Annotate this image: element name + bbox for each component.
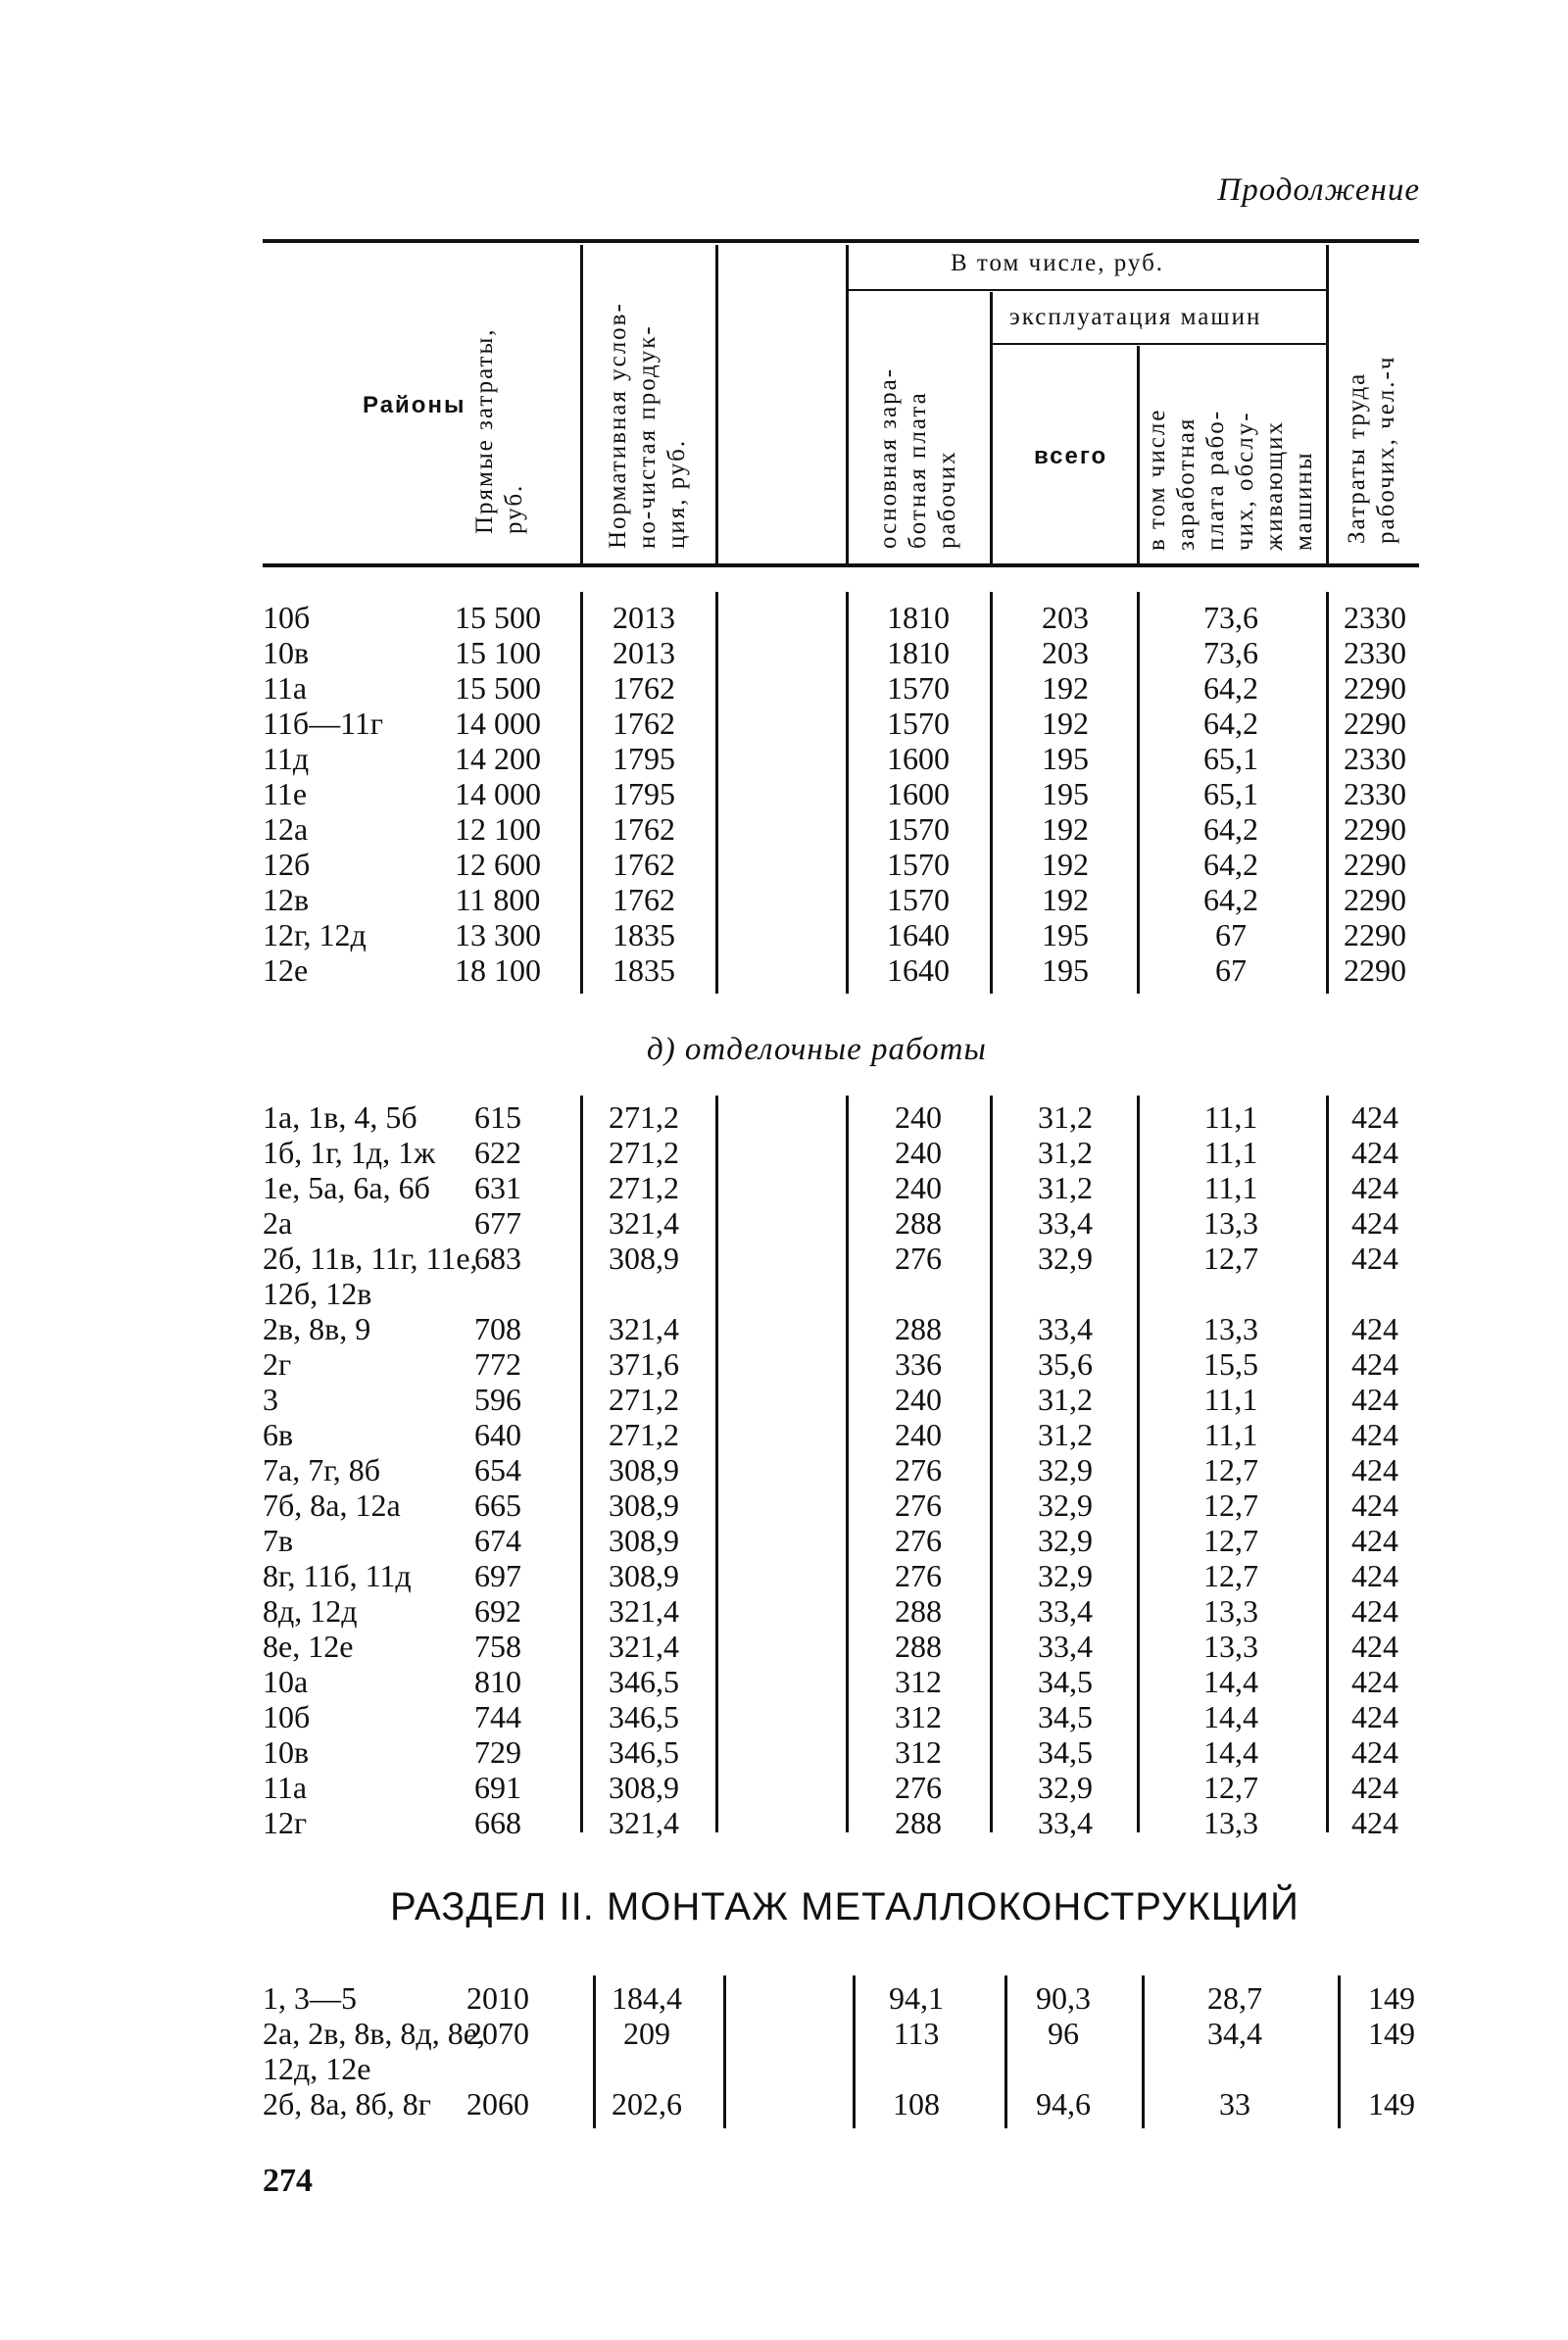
machine-total-cell: 34,5 <box>1038 1699 1093 1734</box>
district-cell: 11а <box>263 670 308 706</box>
machine-wage-cell: 11,1 <box>1203 1417 1258 1452</box>
machine-total-cell: 32,9 <box>1038 1523 1093 1558</box>
machine-total-cell: 192 <box>1042 706 1089 741</box>
incl-group-header: В том числе, руб. <box>951 250 1165 276</box>
machine-wage-cell: 13,3 <box>1203 1629 1258 1664</box>
base-wage-cell: 288 <box>895 1805 942 1840</box>
labor-cell: 2290 <box>1344 811 1406 847</box>
machine-total-cell: 195 <box>1042 952 1089 988</box>
normative-cell: 308,9 <box>609 1452 679 1487</box>
base-wage-cell: 1810 <box>887 635 950 670</box>
normative-cell: 346,5 <box>609 1734 679 1770</box>
table-row <box>0 1664 1568 1699</box>
labor-cell: 424 <box>1351 1170 1398 1205</box>
normative-cell: 202,6 <box>612 2086 682 2121</box>
direct-costs-cell: 12 600 <box>455 847 541 882</box>
labor-cell: 2290 <box>1344 706 1406 741</box>
table-row <box>0 1980 1568 2016</box>
labor-cell: 424 <box>1351 1417 1398 1452</box>
labor-cell: 2290 <box>1344 882 1406 917</box>
base-wage-cell: 312 <box>895 1664 942 1699</box>
machine-wage-cell: 12,7 <box>1203 1770 1258 1805</box>
district-cell: 1б, 1г, 1д, 1ж <box>263 1135 436 1170</box>
normative-cell: 2013 <box>612 635 675 670</box>
machine-wage-cell: 33 <box>1219 2086 1250 2121</box>
machine-total-cell: 31,2 <box>1038 1382 1093 1417</box>
base-wage-cell: 108 <box>893 2086 940 2121</box>
labor-cell: 2290 <box>1344 952 1406 988</box>
machine-total-cell: 34,5 <box>1038 1664 1093 1699</box>
normative-header: Нормативная услов- но-чистая продук- ция, руб. <box>605 302 690 549</box>
normative-cell: 1762 <box>612 706 675 741</box>
direct-costs-cell: 2010 <box>466 1980 529 2016</box>
labor-cell: 424 <box>1351 1593 1398 1629</box>
district-cell: 12б, 12в <box>263 1276 372 1311</box>
machine-total-cell: 192 <box>1042 882 1089 917</box>
direct-costs-cell: 2070 <box>466 2016 529 2051</box>
district-cell: 6в <box>263 1417 294 1452</box>
machine-total-cell: 32,9 <box>1038 1770 1093 1805</box>
table-row <box>0 1558 1568 1593</box>
header-divider <box>580 245 583 563</box>
direct-costs-cell: 14 200 <box>455 741 541 776</box>
direct-costs-cell: 654 <box>474 1452 521 1487</box>
direct-costs-cell: 12 100 <box>455 811 541 847</box>
header-divider <box>1137 346 1140 563</box>
normative-cell: 308,9 <box>609 1241 679 1276</box>
direct-costs-cell: 615 <box>474 1099 521 1135</box>
district-cell: 2б, 11в, 11г, 11е, <box>263 1241 478 1276</box>
labor-cell: 424 <box>1351 1770 1398 1805</box>
district-cell: 2г <box>263 1346 292 1382</box>
table-row <box>0 952 1568 988</box>
base-wage-cell: 240 <box>895 1170 942 1205</box>
header-divider <box>715 245 718 563</box>
header-top-rule <box>263 239 1419 243</box>
header-divider <box>990 292 993 563</box>
district-cell: 11а <box>263 1770 308 1805</box>
normative-cell: 308,9 <box>609 1770 679 1805</box>
machine-total-cell: 32,9 <box>1038 1558 1093 1593</box>
base-wage-cell: 276 <box>895 1452 942 1487</box>
table-row <box>0 1629 1568 1664</box>
base-wage-cell: 288 <box>895 1311 942 1346</box>
header-bottom-rule <box>263 563 1419 567</box>
direct-costs-cell: 708 <box>474 1311 521 1346</box>
normative-cell: 1762 <box>612 882 675 917</box>
subsection-title: д) отделочные работы <box>647 1032 987 1067</box>
direct-costs-cell: 729 <box>474 1734 521 1770</box>
direct-costs-cell: 14 000 <box>455 776 541 811</box>
direct-costs-cell: 691 <box>474 1770 521 1805</box>
district-cell: 2б, 8а, 8б, 8г <box>263 2086 431 2121</box>
base-wage-cell: 288 <box>895 1629 942 1664</box>
base-wage-cell: 276 <box>895 1558 942 1593</box>
base-wage-cell: 276 <box>895 1487 942 1523</box>
labor-cell: 2330 <box>1344 600 1406 635</box>
labor-cell: 424 <box>1351 1135 1398 1170</box>
machine-total-cell: 33,4 <box>1038 1805 1093 1840</box>
table-row <box>0 1452 1568 1487</box>
machine-wage-cell: 65,1 <box>1203 741 1258 776</box>
base-wage-cell: 1570 <box>887 847 950 882</box>
direct-costs-cell: 15 500 <box>455 670 541 706</box>
direct-costs-cell: 674 <box>474 1523 521 1558</box>
district-cell: 10б <box>263 1699 311 1734</box>
machine-wage-cell: 12,7 <box>1203 1452 1258 1487</box>
labor-cell: 424 <box>1351 1346 1398 1382</box>
direct-costs-cell: 744 <box>474 1699 521 1734</box>
normative-cell: 308,9 <box>609 1487 679 1523</box>
machine-wage-cell: 73,6 <box>1203 635 1258 670</box>
machine-wage-cell: 65,1 <box>1203 776 1258 811</box>
table-row <box>0 776 1568 811</box>
normative-cell: 321,4 <box>609 1311 679 1346</box>
normative-cell: 346,5 <box>609 1699 679 1734</box>
districts-header: Районы <box>363 392 466 418</box>
table-row <box>0 811 1568 847</box>
base-wage-cell: 240 <box>895 1382 942 1417</box>
direct-costs-cell: 596 <box>474 1382 521 1417</box>
machine-wage-cell: 34,4 <box>1207 2016 1262 2051</box>
machine-total-cell: 203 <box>1042 600 1089 635</box>
machine-wage-cell: 64,2 <box>1203 882 1258 917</box>
machine-total-cell: 195 <box>1042 741 1089 776</box>
table-row <box>0 1241 1568 1276</box>
machine-wage-cell: 15,5 <box>1203 1346 1258 1382</box>
machine-wage-cell: 64,2 <box>1203 670 1258 706</box>
district-cell: 8г, 11б, 11д <box>263 1558 412 1593</box>
district-cell: 10в <box>263 1734 310 1770</box>
header-divider <box>846 245 849 563</box>
district-cell: 3 <box>263 1382 278 1417</box>
normative-cell: 209 <box>623 2016 670 2051</box>
base-wage-cell: 1600 <box>887 741 950 776</box>
machine-wage-cell: 12,7 <box>1203 1241 1258 1276</box>
machine-wage-cell: 11,1 <box>1203 1170 1258 1205</box>
labor-cell: 2330 <box>1344 776 1406 811</box>
machine-group-rule <box>992 343 1328 345</box>
district-cell: 12г <box>263 1805 308 1840</box>
labor-cell: 424 <box>1351 1487 1398 1523</box>
normative-cell: 321,4 <box>609 1593 679 1629</box>
district-cell: 10в <box>263 635 310 670</box>
machine-total-cell: 203 <box>1042 635 1089 670</box>
incl-group-rule <box>848 289 1328 291</box>
table-row <box>0 2051 1568 2086</box>
base-wage-cell: 1810 <box>887 600 950 635</box>
district-cell: 12а <box>263 811 309 847</box>
district-cell: 12в <box>263 882 310 917</box>
machine-total-cell: 90,3 <box>1036 1980 1091 2016</box>
district-cell: 10б <box>263 600 311 635</box>
table-row <box>0 741 1568 776</box>
machine-total-cell: 192 <box>1042 670 1089 706</box>
labor-cell: 424 <box>1351 1629 1398 1664</box>
district-cell: 2а <box>263 1205 293 1241</box>
machine-wage-cell: 14,4 <box>1203 1734 1258 1770</box>
labor-cell: 424 <box>1351 1452 1398 1487</box>
base-wage-cell: 276 <box>895 1770 942 1805</box>
normative-cell: 371,6 <box>609 1346 679 1382</box>
machine-total-cell: 33,4 <box>1038 1593 1093 1629</box>
machine-total-cell: 33,4 <box>1038 1311 1093 1346</box>
labor-cell: 424 <box>1351 1664 1398 1699</box>
machine-wage-cell: 14,4 <box>1203 1699 1258 1734</box>
table-row <box>0 1523 1568 1558</box>
machine-total-cell: 94,6 <box>1036 2086 1091 2121</box>
direct-costs-cell: 683 <box>474 1241 521 1276</box>
district-cell: 7а, 7г, 8б <box>263 1452 380 1487</box>
table-row <box>0 635 1568 670</box>
direct-costs-cell: 668 <box>474 1805 521 1840</box>
machine-total-cell: 31,2 <box>1038 1170 1093 1205</box>
base-wage-cell: 240 <box>895 1099 942 1135</box>
district-cell: 7в <box>263 1523 294 1558</box>
direct-costs-cell: 692 <box>474 1593 521 1629</box>
machine-total-cell: 31,2 <box>1038 1099 1093 1135</box>
district-cell: 11д <box>263 741 310 776</box>
machine-wage-cell: 67 <box>1215 917 1247 952</box>
table-row <box>0 882 1568 917</box>
header-divider <box>1326 245 1329 563</box>
table-row <box>0 1417 1568 1452</box>
page-number: 274 <box>263 2163 313 2199</box>
labor-cell: 424 <box>1351 1205 1398 1241</box>
base-wage-cell: 288 <box>895 1205 942 1241</box>
labor-cell: 424 <box>1351 1805 1398 1840</box>
table-row <box>0 1805 1568 1840</box>
labor-cell: 424 <box>1351 1311 1398 1346</box>
direct-costs-cell: 13 300 <box>455 917 541 952</box>
district-cell: 12г, 12д <box>263 917 367 952</box>
continuation-label: Продолжение <box>1217 172 1420 208</box>
district-cell: 1, 3—5 <box>263 1980 357 2016</box>
base-wage-cell: 312 <box>895 1699 942 1734</box>
labor-cell: 2330 <box>1344 741 1406 776</box>
normative-cell: 321,4 <box>609 1205 679 1241</box>
table-row <box>0 1593 1568 1629</box>
base-wage-cell: 312 <box>895 1734 942 1770</box>
direct-costs-cell: 622 <box>474 1135 521 1170</box>
direct-costs-cell: 640 <box>474 1417 521 1452</box>
machine-total-cell: 32,9 <box>1038 1487 1093 1523</box>
normative-cell: 1795 <box>612 741 675 776</box>
machine-total-cell: 32,9 <box>1038 1241 1093 1276</box>
direct-costs-cell: 677 <box>474 1205 521 1241</box>
machine-total-cell: 33,4 <box>1038 1629 1093 1664</box>
base-wage-cell: 288 <box>895 1593 942 1629</box>
table-row <box>0 1734 1568 1770</box>
machine-total-cell: 195 <box>1042 917 1089 952</box>
labor-cell: 149 <box>1368 1980 1415 2016</box>
machine-wage-cell: 28,7 <box>1207 1980 1262 2016</box>
table-row <box>0 1382 1568 1417</box>
table-row <box>0 1276 1568 1311</box>
machine-total-cell: 31,2 <box>1038 1417 1093 1452</box>
base-wage-cell: 1570 <box>887 706 950 741</box>
table-row <box>0 1170 1568 1205</box>
table-row <box>0 1770 1568 1805</box>
base-wage-cell: 94,1 <box>889 1980 944 2016</box>
normative-cell: 308,9 <box>609 1523 679 1558</box>
normative-cell: 271,2 <box>609 1099 679 1135</box>
labor-cell: 424 <box>1351 1558 1398 1593</box>
base-wage-cell: 1600 <box>887 776 950 811</box>
district-cell: 11б—11г <box>263 706 384 741</box>
base-wage-cell: 336 <box>895 1346 942 1382</box>
labor-cell: 2290 <box>1344 847 1406 882</box>
base-wage-cell: 1640 <box>887 952 950 988</box>
normative-cell: 1835 <box>612 952 675 988</box>
normative-cell: 321,4 <box>609 1805 679 1840</box>
district-cell: 8е, 12е <box>263 1629 354 1664</box>
labor-cell: 2330 <box>1344 635 1406 670</box>
machine-total-cell: 192 <box>1042 811 1089 847</box>
district-cell: 11е <box>263 776 308 811</box>
labor-cell: 424 <box>1351 1099 1398 1135</box>
normative-cell: 1795 <box>612 776 675 811</box>
district-cell: 1а, 1в, 4, 5б <box>263 1099 417 1135</box>
base-wage-header: основная зара- ботная плата рабочих <box>875 366 960 549</box>
labor-cell: 2290 <box>1344 670 1406 706</box>
labor-cell: 149 <box>1368 2016 1415 2051</box>
table-row <box>0 706 1568 741</box>
machine-total-cell: 96 <box>1048 2016 1079 2051</box>
table-row <box>0 2086 1568 2121</box>
direct-costs-header: Прямые затраты, руб. <box>471 327 527 534</box>
base-wage-cell: 240 <box>895 1135 942 1170</box>
normative-cell: 271,2 <box>609 1135 679 1170</box>
base-wage-cell: 1570 <box>887 811 950 847</box>
labor-cell: 424 <box>1351 1523 1398 1558</box>
machine-total-cell: 31,2 <box>1038 1135 1093 1170</box>
machine-wage-cell: 13,3 <box>1203 1593 1258 1629</box>
machine-wage-cell: 73,6 <box>1203 600 1258 635</box>
labor-cell: 424 <box>1351 1382 1398 1417</box>
direct-costs-cell: 665 <box>474 1487 521 1523</box>
base-wage-cell: 1640 <box>887 917 950 952</box>
labor-cell: 424 <box>1351 1699 1398 1734</box>
table-row <box>0 1487 1568 1523</box>
normative-cell: 271,2 <box>609 1382 679 1417</box>
machine-wage-cell: 64,2 <box>1203 847 1258 882</box>
table-row <box>0 2016 1568 2051</box>
normative-cell: 271,2 <box>609 1417 679 1452</box>
labor-cell: 424 <box>1351 1734 1398 1770</box>
table-row <box>0 1205 1568 1241</box>
normative-cell: 346,5 <box>609 1664 679 1699</box>
district-cell: 12б <box>263 847 311 882</box>
machine-wage-cell: 12,7 <box>1203 1558 1258 1593</box>
machine-wage-cell: 14,4 <box>1203 1664 1258 1699</box>
direct-costs-cell: 2060 <box>466 2086 529 2121</box>
table-row <box>0 1311 1568 1346</box>
machine-wage-cell: 13,3 <box>1203 1805 1258 1840</box>
normative-cell: 308,9 <box>609 1558 679 1593</box>
direct-costs-cell: 758 <box>474 1629 521 1664</box>
direct-costs-cell: 15 100 <box>455 635 541 670</box>
direct-costs-cell: 772 <box>474 1346 521 1382</box>
base-wage-cell: 240 <box>895 1417 942 1452</box>
machine-total-header: всего <box>1034 443 1108 469</box>
section-title: РАЗДЕЛ II. МОНТАЖ МЕТАЛЛОКОНСТРУКЦИЙ <box>390 1885 1299 1928</box>
table-row <box>0 670 1568 706</box>
direct-costs-cell: 810 <box>474 1664 521 1699</box>
table-row <box>0 600 1568 635</box>
machine-total-cell: 33,4 <box>1038 1205 1093 1241</box>
district-cell: 2а, 2в, 8в, 8д, 8е, <box>263 2016 485 2051</box>
machine-wage-cell: 11,1 <box>1203 1099 1258 1135</box>
machine-group-header: эксплуатация машин <box>1009 304 1262 330</box>
direct-costs-cell: 697 <box>474 1558 521 1593</box>
table-row <box>0 1699 1568 1734</box>
normative-cell: 1762 <box>612 847 675 882</box>
direct-costs-cell: 18 100 <box>455 952 541 988</box>
direct-costs-cell: 11 800 <box>455 882 541 917</box>
machine-wage-cell: 64,2 <box>1203 706 1258 741</box>
machine-total-cell: 35,6 <box>1038 1346 1093 1382</box>
base-wage-cell: 1570 <box>887 670 950 706</box>
machine-wage-cell: 11,1 <box>1203 1382 1258 1417</box>
machine-wage-cell: 12,7 <box>1203 1523 1258 1558</box>
district-cell: 2в, 8в, 9 <box>263 1311 371 1346</box>
table-row <box>0 847 1568 882</box>
machine-wage-cell: 64,2 <box>1203 811 1258 847</box>
base-wage-cell: 276 <box>895 1241 942 1276</box>
base-wage-cell: 1570 <box>887 882 950 917</box>
normative-cell: 2013 <box>612 600 675 635</box>
normative-cell: 1762 <box>612 811 675 847</box>
machine-wage-cell: 13,3 <box>1203 1205 1258 1241</box>
labor-header: Затраты труда рабочих, чел.-ч <box>1344 355 1399 544</box>
normative-cell: 271,2 <box>609 1170 679 1205</box>
table-row <box>0 917 1568 952</box>
direct-costs-cell: 14 000 <box>455 706 541 741</box>
district-cell: 12е <box>263 952 309 988</box>
incl-wage-header: в том числе заработная плата рабо- чих, обслу- живающих машины <box>1144 408 1317 551</box>
machine-wage-cell: 12,7 <box>1203 1487 1258 1523</box>
table-row <box>0 1346 1568 1382</box>
machine-wage-cell: 67 <box>1215 952 1247 988</box>
district-cell: 7б, 8а, 12а <box>263 1487 401 1523</box>
base-wage-cell: 113 <box>893 2016 940 2051</box>
district-cell: 10а <box>263 1664 309 1699</box>
labor-cell: 2290 <box>1344 917 1406 952</box>
table-row <box>0 1135 1568 1170</box>
district-cell: 1е, 5а, 6а, 6б <box>263 1170 430 1205</box>
machine-total-cell: 32,9 <box>1038 1452 1093 1487</box>
machine-total-cell: 34,5 <box>1038 1734 1093 1770</box>
normative-cell: 1762 <box>612 670 675 706</box>
machine-wage-cell: 13,3 <box>1203 1311 1258 1346</box>
machine-wage-cell: 11,1 <box>1203 1135 1258 1170</box>
district-cell: 8д, 12д <box>263 1593 358 1629</box>
machine-total-cell: 192 <box>1042 847 1089 882</box>
normative-cell: 321,4 <box>609 1629 679 1664</box>
machine-total-cell: 195 <box>1042 776 1089 811</box>
normative-cell: 1835 <box>612 917 675 952</box>
base-wage-cell: 276 <box>895 1523 942 1558</box>
labor-cell: 424 <box>1351 1241 1398 1276</box>
normative-cell: 184,4 <box>612 1980 682 2016</box>
district-cell: 12д, 12е <box>263 2051 371 2086</box>
labor-cell: 149 <box>1368 2086 1415 2121</box>
table-row <box>0 1099 1568 1135</box>
direct-costs-cell: 631 <box>474 1170 521 1205</box>
direct-costs-cell: 15 500 <box>455 600 541 635</box>
